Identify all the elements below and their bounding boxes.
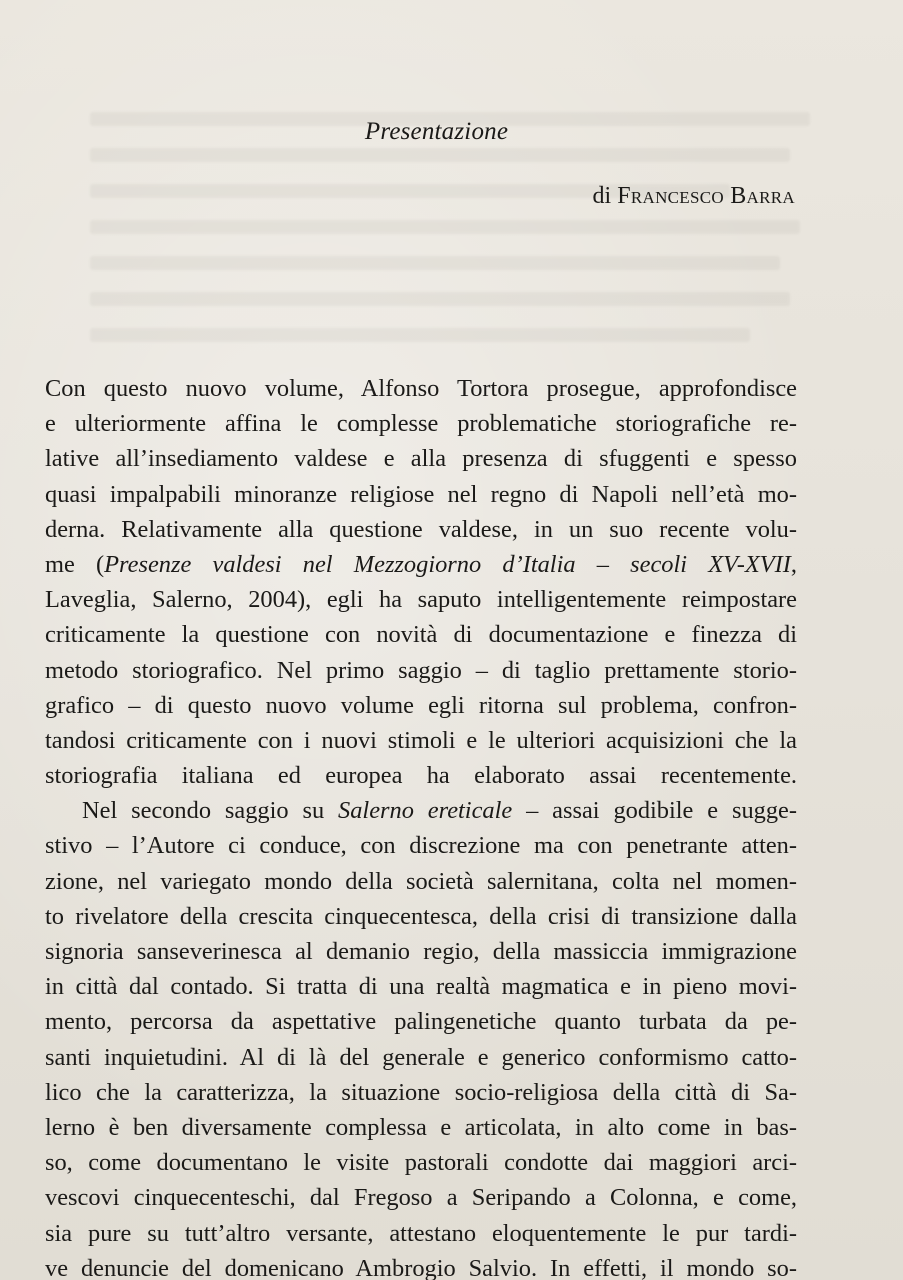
text-line: tandosi criticamente con i nuovi stimoli e le ulteriori acquisizioni che la [45,726,797,754]
text-line: lico che la caratterizza, la situazione socio-religiosa della città di Sa- [45,1078,797,1106]
text-line: me (Presenze valdesi nel Mezzogiorno d’Italia – secoli XV-XVII, [45,550,797,578]
text-line: storiografia italiana ed europea ha elaborato assai recentemente. [45,762,797,790]
text-line: stivo – l’Autore ci conduce, con discrezione ma con penetrante atten- [45,832,797,860]
text-line: signoria sanseverinesca al demanio regio, della massiccia immigrazione [45,938,797,965]
text-line: derna. Relativamente alla questione valdese, in un suo recente volu- [45,515,797,543]
text-line: ve denuncie del domenicano Ambrogio Salvio. In effetti, il mondo so- [45,1254,797,1280]
text-line: e ulteriormente affina le complesse problematiche storiografiche re- [45,410,797,438]
text-line: Nel secondo saggio su Salerno ereticale – assai godibile e sugge- [82,797,797,825]
author-name: Francesco Barra [617,183,795,209]
text-line: Laveglia, Salerno, 2004), egli ha saputo intelligentemente reimpostare [45,586,797,614]
page-title [0,118,903,146]
text-line: criticamente la questione con novità di documentazione e finezza di [45,621,797,649]
text-line: quasi impalpabili minoranze religiose nel regno di Napoli nell’età mo- [45,480,797,508]
title-text: Presentazione [364,118,509,145]
text-line: Con questo nuovo volume, Alfonso Tortora prosegue, approfondisce [45,375,797,402]
author-line [593,183,795,210]
text-line: metodo storiografico. Nel primo saggio – di taglio prettamente storio- [45,656,797,684]
text-line: mento, percorsa da aspettative palingenetiche quanto turbata da pe- [45,1008,797,1036]
text-line: sia pure su tutt’altro versante, attestano eloquentemente le pur tardi- [45,1219,797,1247]
text-line: in città dal contado. Si tratta di una realtà magmatica e in pieno movi- [45,973,797,1001]
text-line: so, come documentano le visite pastorali condotte dai maggiori arci- [45,1149,797,1177]
author-prefix: di [592,183,618,209]
body-text [45,371,797,1280]
text-line: santi inquietudini. Al di là del generale e generico conformismo catto- [45,1043,797,1071]
text-line: lerno è ben diversamente complessa e articolata, in alto come in bas- [45,1113,797,1141]
text-line: grafico – di questo nuovo volume egli ritorna sul problema, confron- [45,691,797,719]
text-line: zione, nel variegato mondo della società salernitana, colta nel momen- [45,867,797,895]
text-line: to rivelatore della crescita cinquecentesca, della crisi di transizione dalla [45,902,797,930]
text-line: lative all’insediamento valdese e alla presenza di sfuggenti e spesso [45,445,797,473]
text-line: vescovi cinquecenteschi, dal Fregoso a Seripando a Colonna, e come, [45,1184,797,1212]
